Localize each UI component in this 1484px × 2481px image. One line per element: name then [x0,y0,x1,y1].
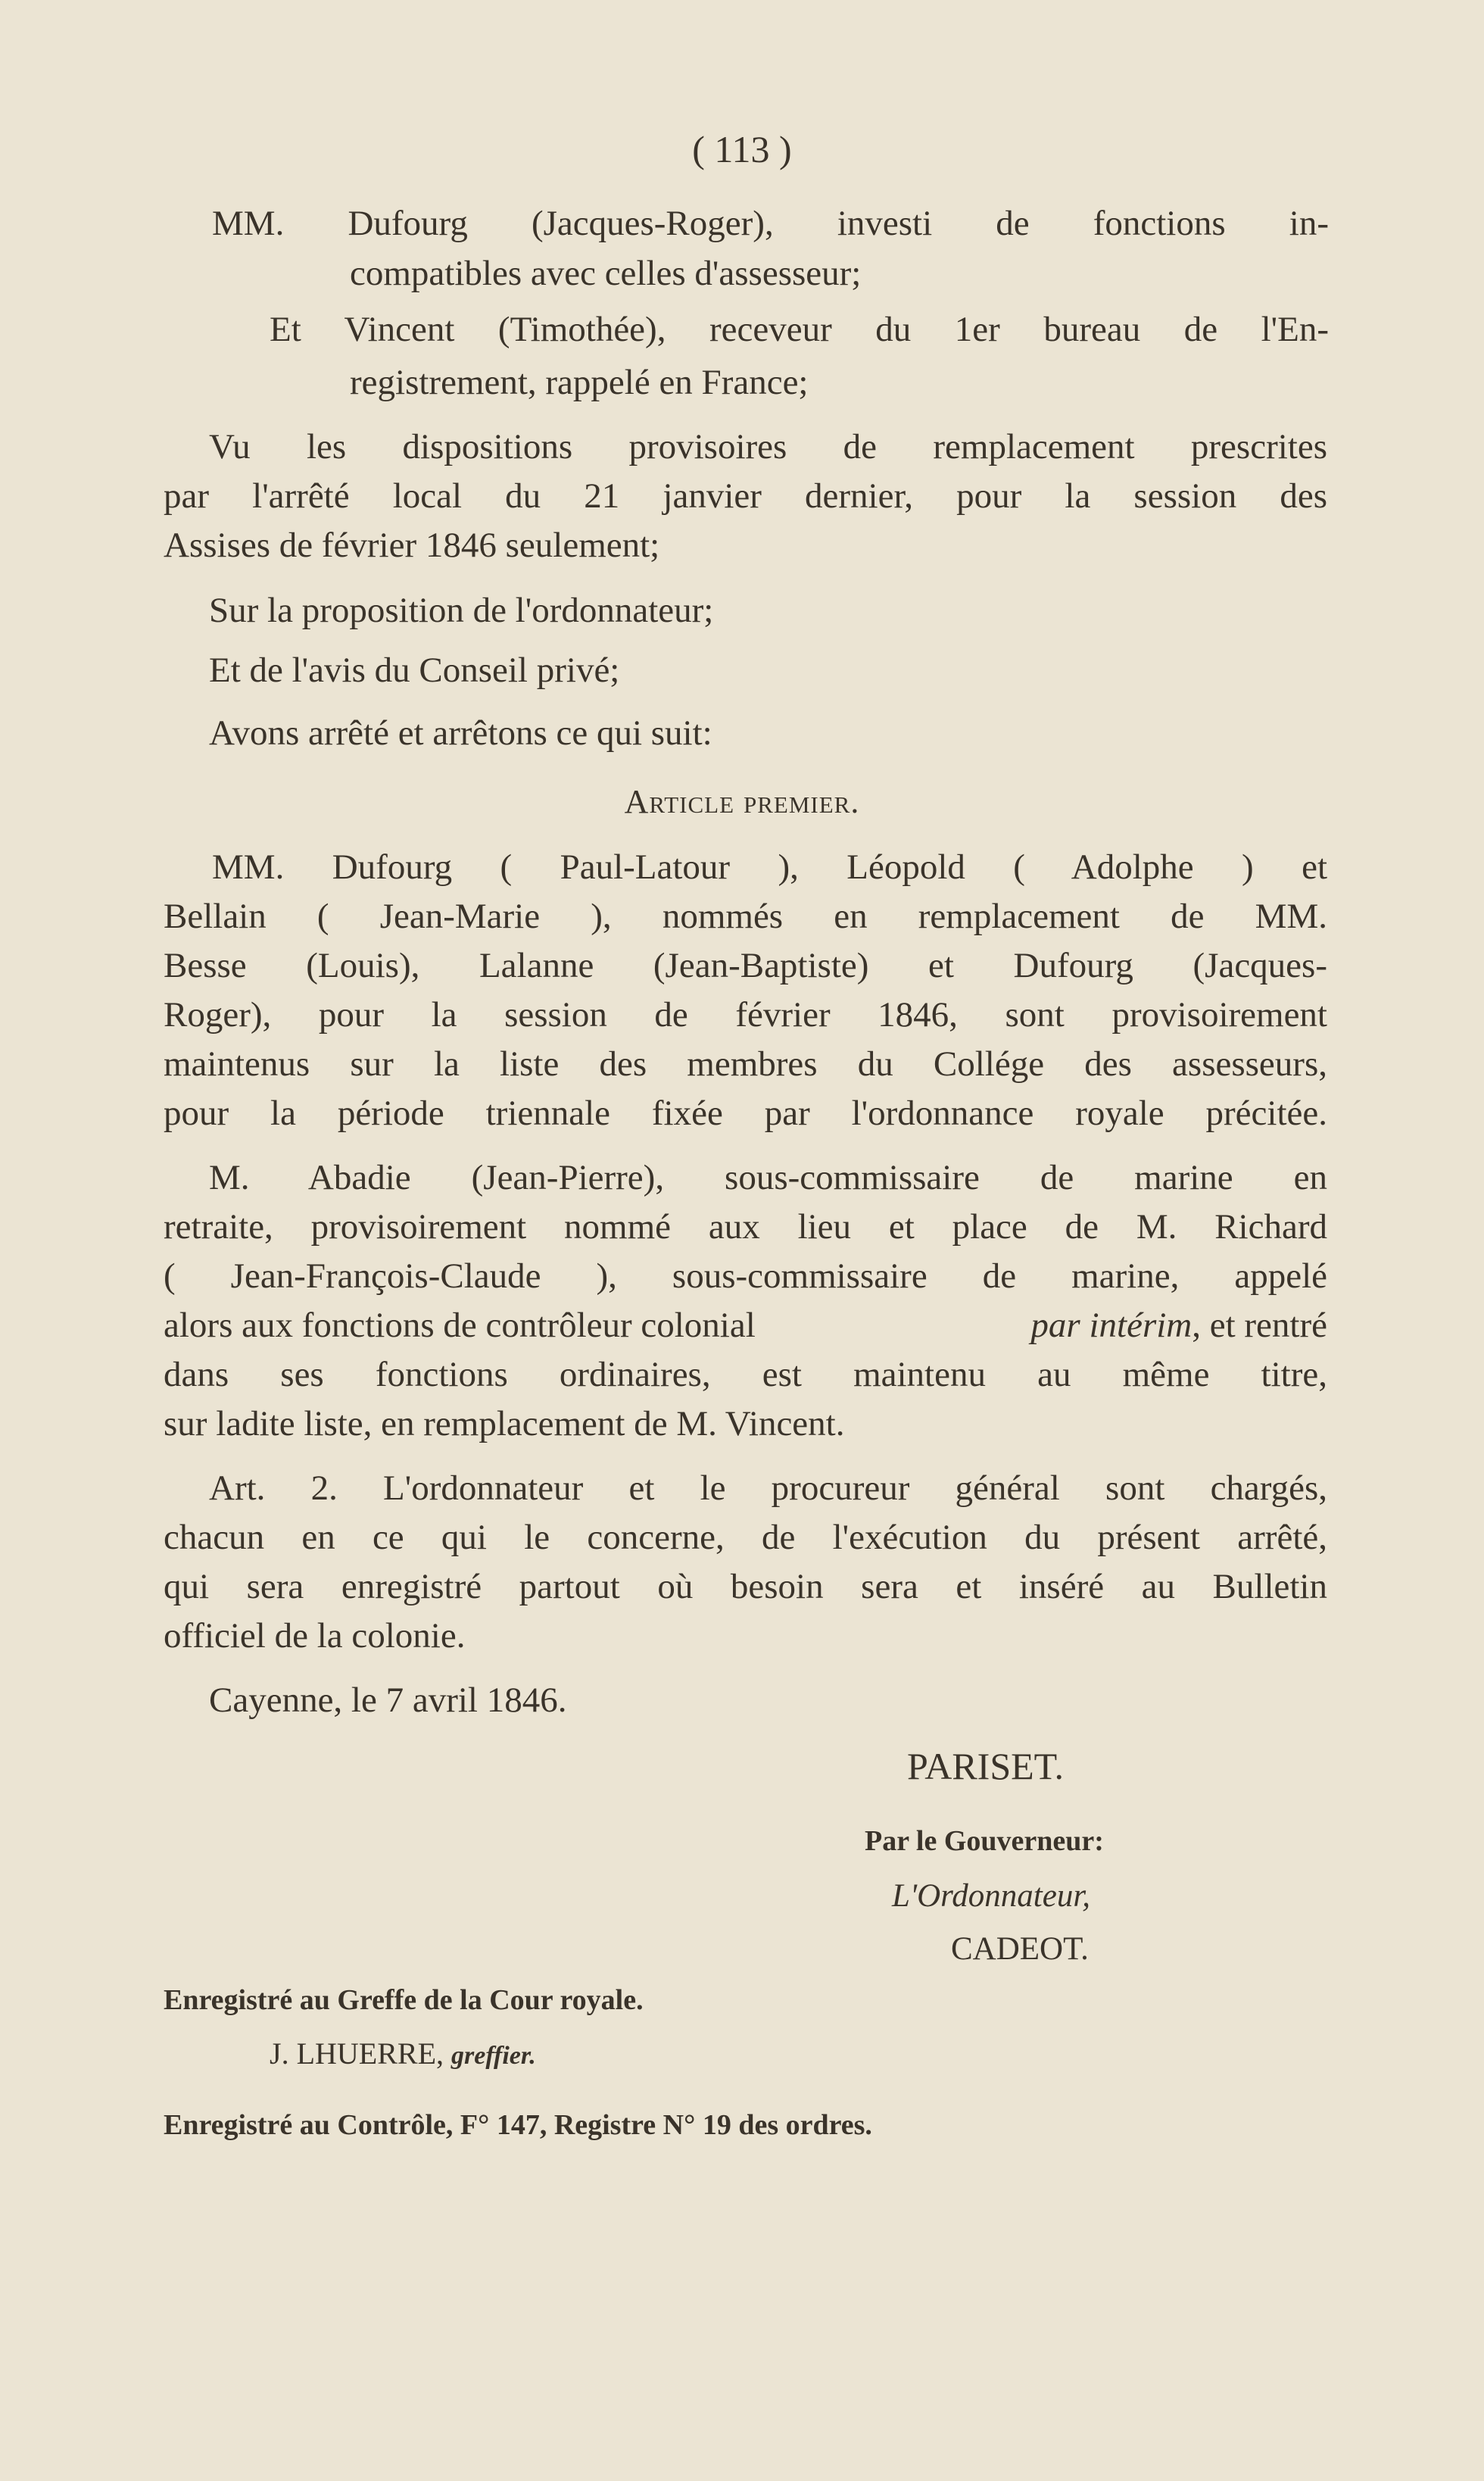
date-line: Cayenne, le 7 avril 1846. [209,1681,567,1720]
article-title: Article premier. [624,783,860,820]
paragraph-line: Vu les dispositions provisoires de remplacement prescrites [209,427,1327,467]
italic-phrase: par intérim [1030,1306,1192,1345]
paragraph-line: M. Abadie (Jean-Pierre), sous-commissaire de marine en [209,1158,1327,1197]
par-le-gouverneur: Par le Gouverneur: [865,1825,1104,1857]
paragraph-line: pour la période triennale fixée par l'ordonnance royale précitée. [164,1094,1327,1133]
line-segment: , et rentré [1192,1306,1327,1345]
paragraph-line: dans ses fonctions ordinaires, est maintenu au même titre, [164,1355,1327,1394]
paragraph-line: Sur la proposition de l'ordonnateur; [209,591,714,630]
governor-signature: PARISET. [907,1745,1065,1787]
paragraph-line: retraite, provisoirement nommé aux lieu et place de M. Richard [164,1207,1327,1247]
paragraph-line: Assises de février 1846 seulement; [164,526,660,565]
greffier-name: J. LHUERRE, [270,2036,451,2071]
paragraph-line: qui sera enregistré partout où besoin sera et inséré au Bulletin [164,1567,1327,1606]
paragraph-line: ( Jean-François-Claude ), sous-commissaire de marine, appelé [164,1256,1327,1296]
greffier-line [270,2036,536,2071]
paragraph-line: Art. 2. L'ordonnateur et le procureur général sont chargés, [209,1468,1327,1508]
page-number: ( 113 ) [692,128,792,170]
paragraph-line: compatibles avec celles d'assesseur; [350,254,862,293]
paragraph-line: registrement, rappelé en France; [350,363,809,402]
paragraph-line [164,1308,1327,1343]
paragraph-line: chacun en ce qui le concerne, de l'exécution du présent arrêté, [164,1518,1327,1557]
greffier-title: greffier. [451,2042,536,2070]
paragraph-line: maintenus sur la liste des membres du Collége des assesseurs, [164,1044,1327,1084]
paragraph-line: sur ladite liste, en remplacement de M. Vincent. [164,1404,845,1443]
paragraph-line: officiel de la colonie. [164,1616,466,1656]
paragraph-line: MM. Dufourg ( Paul-Latour ), Léopold ( Adolphe ) et [212,847,1327,887]
paragraph-line: Bellain ( Jean-Marie ), nommés en remplacement de MM. [164,897,1327,936]
controle-registration: Enregistré au Contrôle, F° 147, Registre N° 19 des ordres. [164,2109,872,2141]
paragraph-line: Et de l'avis du Conseil privé; [209,651,620,690]
paragraph-line: MM. Dufourg (Jacques-Roger), investi de fonctions in- [212,204,1329,243]
paragraph-line: par l'arrêté local du 21 janvier dernier, pour la session des [164,476,1327,516]
paragraph-line: Avons arrêté et arrêtons ce qui suit: [209,713,712,753]
paragraph-line: Et Vincent (Timothée), receveur du 1er bureau de l'En- [270,310,1329,349]
greffe-registration: Enregistré au Greffe de la Cour royale. [164,1984,644,2016]
ordonnateur-name: CADEOT. [951,1931,1089,1967]
paragraph-line: Roger), pour la session de février 1846, sont provisoirement [164,995,1327,1035]
paragraph-line: Besse (Louis), Lalanne (Jean-Baptiste) et Dufourg (Jacques- [164,946,1327,985]
ordonnateur-title: L'Ordonnateur, [892,1878,1091,1914]
line-segment: alors aux fonctions de contrôleur colonial [164,1306,756,1345]
